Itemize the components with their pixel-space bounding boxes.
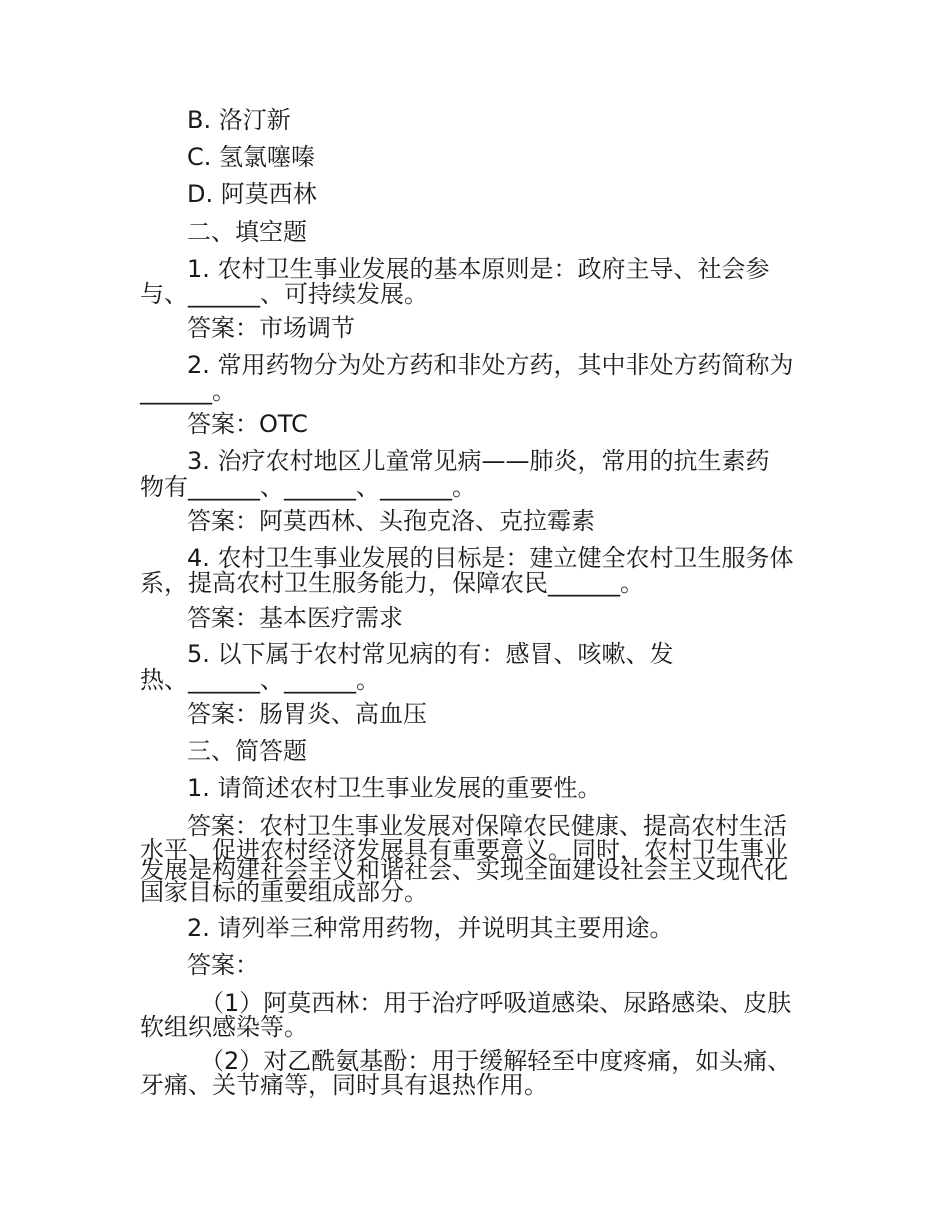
short-answer-2-item-2-line-1: （2）对乙酰氨基酚：用于缓解轻至中度疼痛，如头痛、 [200, 1047, 792, 1075]
question-3-line-1: 3. 治疗农村地区儿童常见病——肺炎，常用的抗生素药 [187, 447, 770, 475]
short-answer-2-item-1-line-2: 软组织感染等。 [140, 1013, 308, 1041]
option-c: C. 氢氯噻嗪 [187, 143, 316, 171]
answer-3: 答案：阿莫西林、头孢克洛、克拉霉素 [187, 507, 595, 535]
section-heading-short-answer: 三、简答题 [187, 737, 307, 765]
question-1-line-2: 与、______、可持续发展。 [140, 280, 428, 308]
question-5-line-2: 热、______、______。 [140, 666, 380, 694]
question-2-line-2: ______。 [140, 377, 236, 405]
short-answer-2-item-1-line-1: （1）阿莫西林：用于治疗呼吸道感染、尿路感染、皮肤 [200, 989, 792, 1017]
short-question-2: 2. 请列举三种常用药物，并说明其主要用途。 [187, 914, 674, 942]
short-answer-1-line-2: 水平、促进农村经济发展具有重要意义。同时，农村卫生事业 [140, 836, 788, 864]
question-4-line-1: 4. 农村卫生事业发展的目标是：建立健全农村卫生服务体 [187, 544, 794, 572]
short-answer-2-item-2-line-2: 牙痛、关节痛等，同时具有退热作用。 [140, 1071, 548, 1099]
question-5-line-1: 5. 以下属于农村常见病的有：感冒、咳嗽、发 [187, 640, 674, 668]
question-2-line-1: 2. 常用药物分为处方药和非处方药，其中非处方药简称为 [187, 351, 794, 379]
question-4-line-2: 系，提高农村卫生服务能力，保障农民______。 [140, 569, 644, 597]
answer-5: 答案：肠胃炎、高血压 [187, 700, 427, 728]
short-answer-1-line-1: 答案：农村卫生事业发展对保障农民健康、提高农村生活 [187, 812, 787, 840]
option-d: D. 阿莫西林 [187, 180, 317, 208]
question-1-line-1: 1. 农村卫生事业发展的基本原则是：政府主导、社会参 [187, 255, 770, 283]
option-b: B. 洛汀新 [187, 106, 291, 134]
short-question-1: 1. 请简述农村卫生事业发展的重要性。 [187, 774, 602, 802]
short-answer-1-line-4: 国家目标的重要组成部分。 [140, 878, 428, 906]
short-answer-2-label: 答案： [187, 951, 259, 979]
answer-4: 答案：基本医疗需求 [187, 604, 403, 632]
answer-2: 答案：OTC [187, 410, 308, 438]
answer-1: 答案：市场调节 [187, 314, 355, 342]
section-heading-fill-in: 二、填空题 [187, 218, 307, 246]
question-3-line-2: 物有______、______、______。 [140, 473, 476, 501]
short-answer-1-line-3: 发展是构建社会主义和谐社会、实现全面建设社会主义现代化 [140, 856, 788, 884]
